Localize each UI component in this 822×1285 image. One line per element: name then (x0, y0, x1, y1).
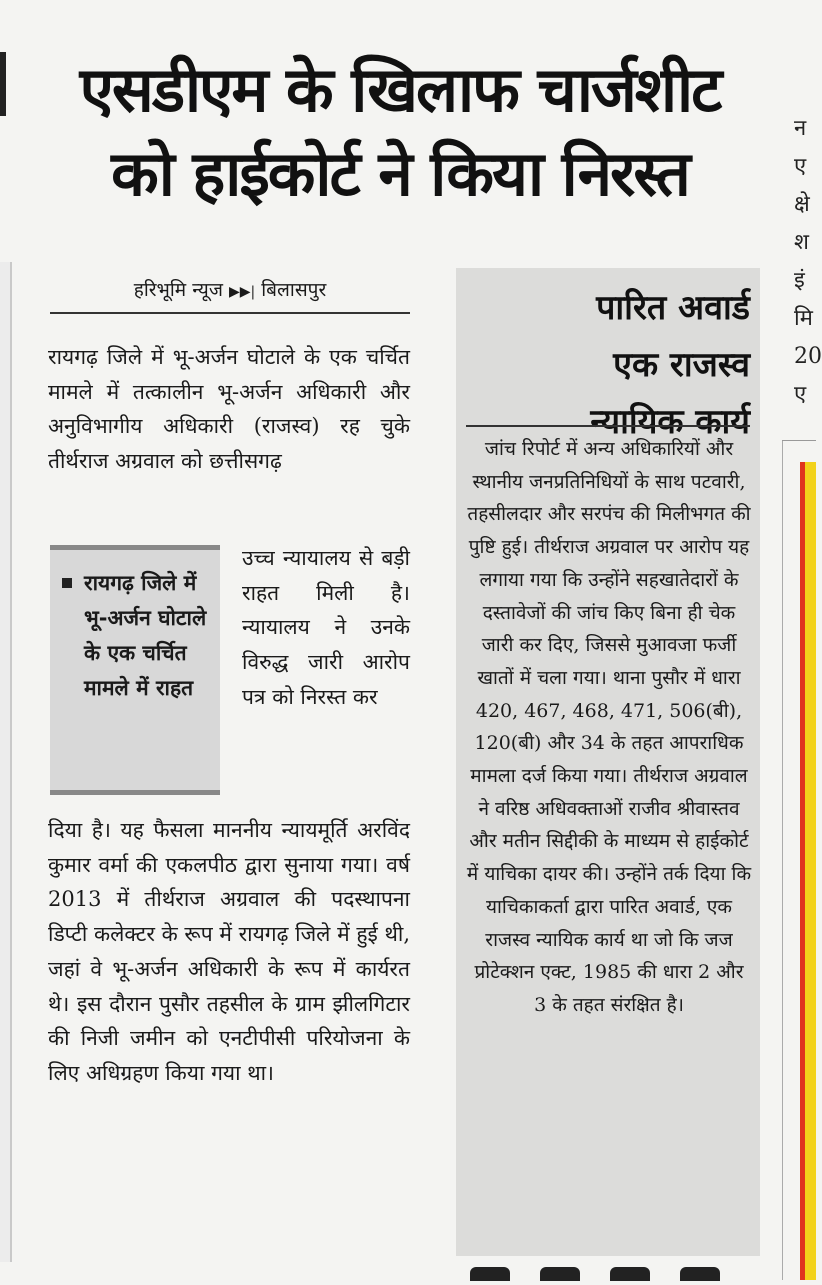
article-paragraph-2: उच्च न्यायालय से बड़ी राहत मिली है। न्यायालय ने उनके विरुद्ध जारी आरोप पत्र को निरस्त कर (242, 546, 410, 709)
headline (40, 48, 760, 216)
sidebar-title-line-1: पारित अवार्ड (596, 288, 750, 328)
pull-quote (50, 545, 220, 795)
fragment-line: मि (794, 306, 813, 331)
fragment-line: श (794, 230, 809, 255)
byline-separator-icon: ▶▶| (228, 284, 256, 300)
headline-line-1: एसडीएम के खिलाफ चार्जशीट (79, 53, 721, 126)
pull-quote-text: रायगढ़ जिले में भू-अर्जन घोटाले के एक चर्चित मामले में राहत (84, 571, 207, 700)
left-edge-mark (0, 52, 6, 116)
sidebar-title-line-2: एक राजस्व (613, 345, 750, 385)
article-paragraph-3: दिया है। यह फैसला माननीय न्यायमूर्ति अरविंद कुमार वर्मा की एकलपीठ द्वारा सुनाया गया। वर्ष 2013 में तीर्थराज अग्रवाल की पदस्थापना डिप्टी कलेक्टर के रूप में रायगढ़ जिले में हुई थी, जहां वे भू-अर्जन अधिकारी के रूप में कार्यरत थे। इस दौरान पुसौर तहसील के ग्राम झीलगिटार की निजी जमीन को एनटीपीसी परियोजना के लिए अधिग्रहण किया गया था। (48, 818, 410, 1085)
headline-line-2: को हाईकोर्ट ने किया निरस्त (111, 137, 689, 210)
fragment-line: न (794, 116, 807, 141)
fragment-line: इं (794, 268, 805, 293)
right-top-rule (782, 440, 816, 441)
byline (50, 270, 410, 314)
fragment-line: क्षे (794, 192, 810, 217)
fragment-line: ए (794, 154, 807, 179)
fragment-line: 20 (794, 344, 822, 369)
byline-source: हरिभूमि न्यूज (133, 279, 223, 301)
sidebar-title-rule (466, 425, 750, 427)
left-column-rule (0, 262, 12, 1262)
right-column-rule (782, 440, 783, 1280)
cut-off-next-headline (470, 1266, 760, 1280)
sidebar-body: जांच रिपोर्ट में अन्य अधिकारियों और स्थानीय जनप्रतिनिधियों के साथ पटवारी, तहसीलदार और सरपंच की मिलीभगत की पुष्टि हुई। तीर्थराज अग्रवाल पर आरोप यह लगाया गया कि उन्होंने सहखातेदारों के दस्तावेजों की जांच किए बिना ही चेक जारी कर दिए, जिससे मुआवजा फर्जी खातों में चला गया। थाना पुसौर में धारा 420, 467, 468, 471, 506(बी), 120(बी) और 34 के तहत आपराधिक मामला दर्ज किया गया। तीर्थराज अग्रवाल ने वरिष्ठ अधिवक्ताओं राजीव श्रीवास्तव और मतीन सिद्दीकी के माध्यम से हाईकोर्ट में याचिका दायर की। उन्होंने तर्क दिया कि याचिकाकर्ता द्वारा पारित अवार्ड, एक राजस्व न्यायिक कार्य था जो कि जज प्रोटेक्शन एक्ट, 1985 की धारा 2 और 3 के तहत संरक्षित है। (466, 438, 752, 1016)
adjacent-article-fragment (794, 110, 822, 414)
sidebar-title-line-3: न्यायिक कार्य (590, 402, 750, 442)
square-bullet-icon (62, 578, 72, 588)
article-paragraph-1: रायगढ़ जिले में भू-अर्जन घोटाले के एक चर्चित मामले में तत्कालीन भू-अर्जन अधिकारी और अनुविभागीय अधिकारी (राजस्व) रह चुके तीर्थराज अग्रवाल को छत्तीसगढ़ (48, 345, 410, 474)
byline-location: बिलासपुर (261, 279, 327, 301)
adjacent-yellow-box (800, 462, 816, 1280)
fragment-line: ए (794, 382, 807, 407)
